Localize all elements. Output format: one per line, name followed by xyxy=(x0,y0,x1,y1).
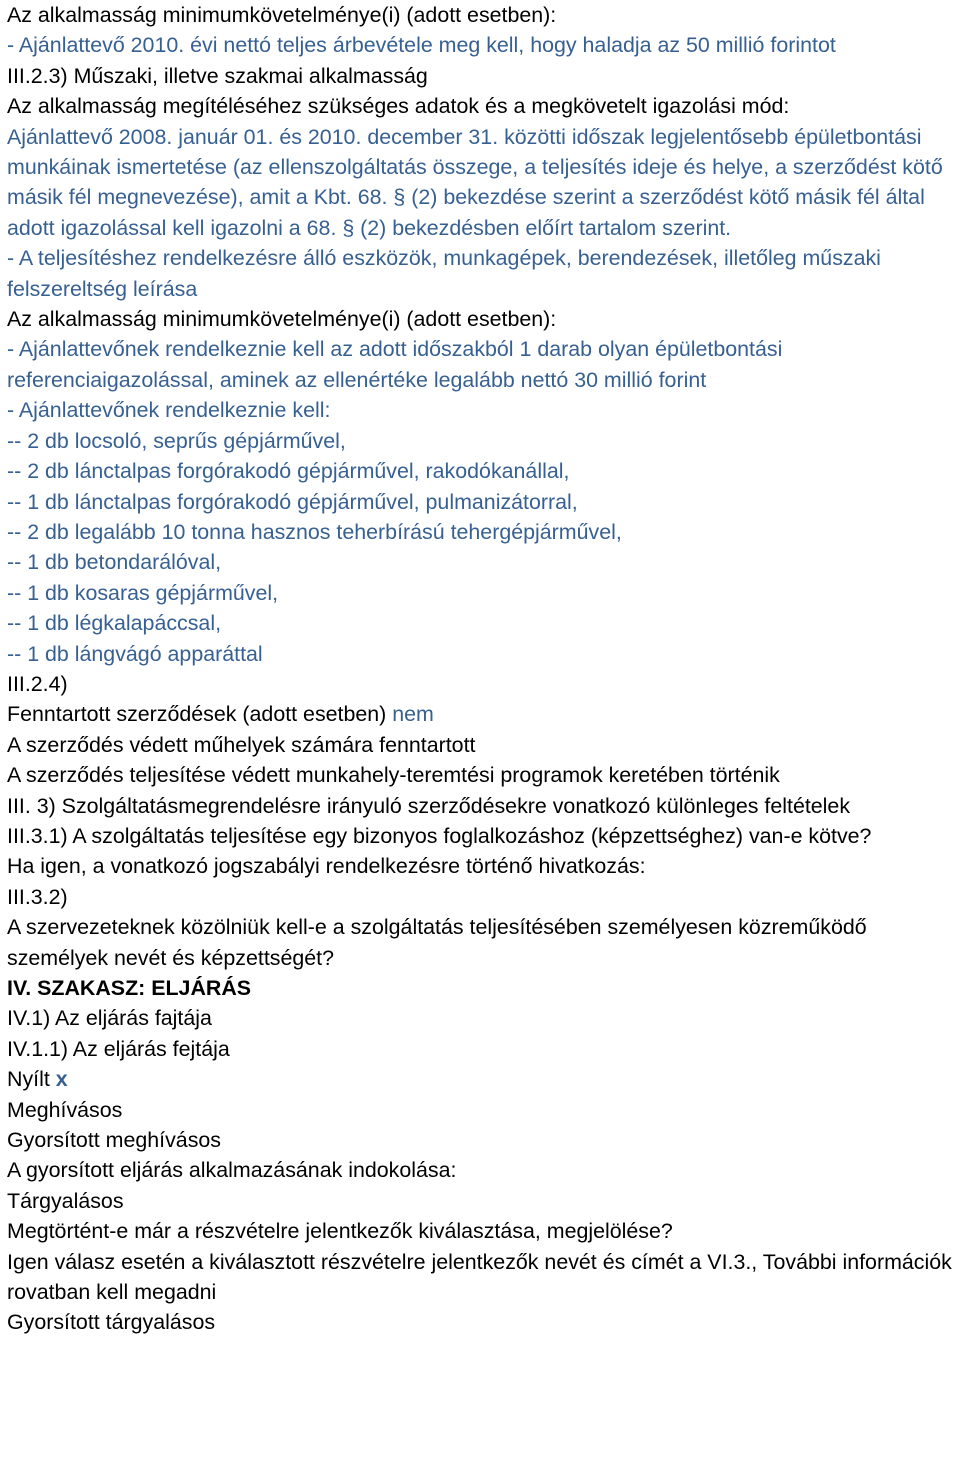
line-label: III.2.4) xyxy=(7,671,68,696)
line-value: - Ajánlattevőnek rendelkeznie kell: xyxy=(7,398,331,423)
line-label: Igen válasz esetén a kiválasztott részvételre jelentkezők nevét és címét a VI.3., További információk rovatban kell megadni xyxy=(7,1249,952,1305)
text-line xyxy=(7,1125,958,1155)
text-line xyxy=(7,426,958,456)
text-line xyxy=(7,517,958,547)
text-line xyxy=(7,669,958,699)
text-line xyxy=(7,730,958,760)
line-label: Nyílt xyxy=(7,1067,56,1092)
line-label: III.2.3) Műszaki, illetve szakmai alkalmasság xyxy=(7,63,428,88)
text-line xyxy=(7,882,958,912)
line-label: Az alkalmasság minimumkövetelménye(i) (adott esetben): xyxy=(7,307,557,332)
text-line xyxy=(7,1186,958,1216)
text-line xyxy=(7,30,958,60)
line-value: -- 1 db kosaras gépjárművel, xyxy=(7,580,279,605)
text-line xyxy=(7,821,958,851)
line-label: Az alkalmasság megítéléséhez szükséges adatok és a megkövetelt igazolási mód: xyxy=(7,94,790,119)
text-line xyxy=(7,1247,958,1308)
line-label: Meghívásos xyxy=(7,1097,123,1122)
line-value: -- 2 db locsoló, seprűs gépjárművel, xyxy=(7,428,346,453)
text-line xyxy=(7,487,958,517)
line-label: Gyorsított tárgyalásos xyxy=(7,1310,216,1335)
line-label: Gyorsított meghívásos xyxy=(7,1128,221,1153)
line-label: III. 3) Szolgáltatásmegrendelésre irányuló szerződésekre vonatkozó különleges feltételek xyxy=(7,793,851,818)
line-value: - Ajánlattevőnek rendelkeznie kell az adott időszakból 1 darab olyan épületbontási referenciaigazolással, aminek az ellenértéke legalább nettó 30 millió forint xyxy=(7,337,783,392)
text-line xyxy=(7,91,958,121)
line-value: nem xyxy=(392,702,434,727)
line-value: Ajánlattevő 2008. január 01. és 2010. december 31. közötti időszak legjelentősebb épületbontási munkáinak ismertetése (az ellenszolgáltatás összege, a teljesítés ideje és helye, a szerződést kötő másik fél megnevezése), amit a Kbt. 68. § (2) bekezdése szerint a szerződést kötő másik fél által adott igazolással kell igazolni a 68. § (2) bekezdésben előírt tartalom szerint. xyxy=(7,124,943,240)
line-value: - Ajánlattevő 2010. évi nettó teljes árbevétele meg kell, hogy haladja az 50 millió forintot xyxy=(7,33,836,58)
text-line xyxy=(7,1307,958,1337)
line-label: A szerződés teljesítése védett munkahely-teremtési programok keretében történik xyxy=(7,763,780,788)
text-line xyxy=(7,699,958,729)
line-label: IV. SZAKASZ: ELJÁRÁS xyxy=(7,976,252,1000)
text-line xyxy=(7,912,958,973)
line-value: -- 2 db legalább 10 tonna hasznos teherbírású tehergépjárművel, xyxy=(7,519,622,544)
line-value: - A teljesítéshez rendelkezésre álló eszközök, munkagépek, berendezések, illetőleg műszaki felszereltség leírása xyxy=(7,246,881,301)
text-line xyxy=(7,1034,958,1064)
text-line xyxy=(7,61,958,91)
text-line xyxy=(7,1003,958,1033)
line-label: Megtörtént-e már a részvételre jelentkezők kiválasztása, megjelölése? xyxy=(7,1219,673,1244)
line-label: III.3.2) xyxy=(7,884,68,909)
text-line xyxy=(7,851,958,881)
line-label: IV.1.1) Az eljárás fejtája xyxy=(7,1036,230,1061)
text-line xyxy=(7,1064,958,1094)
text-line xyxy=(7,608,958,638)
line-value: -- 2 db lánctalpas forgórakodó gépjárművel, rakodókanállal, xyxy=(7,459,570,484)
text-line xyxy=(7,639,958,669)
line-value: -- 1 db lángvágó apparáttal xyxy=(7,641,263,666)
text-line xyxy=(7,334,958,395)
line-value: x xyxy=(55,1067,68,1092)
line-value: -- 1 db lánctalpas forgórakodó gépjárművel, pulmanizátorral, xyxy=(7,489,578,514)
line-label: Ha igen, a vonatkozó jogszabályi rendelkezésre történő hivatkozás: xyxy=(7,854,646,879)
text-line xyxy=(7,547,958,577)
text-line xyxy=(7,395,958,425)
text-line xyxy=(7,122,958,244)
text-line xyxy=(7,1095,958,1125)
text-line xyxy=(7,0,958,30)
line-label: Tárgyalásos xyxy=(7,1188,124,1213)
line-label: III.3.1) A szolgáltatás teljesítése egy bizonyos foglalkozáshoz (képzettséghez) van-e kötve? xyxy=(7,823,872,848)
text-line xyxy=(7,578,958,608)
line-label: Az alkalmasság minimumkövetelménye(i) (adott esetben): xyxy=(7,3,557,27)
line-label: A gyorsított eljárás alkalmazásának indokolása: xyxy=(7,1158,457,1183)
line-value: -- 1 db légkalapáccsal, xyxy=(7,611,222,636)
line-label: A szerződés védett műhelyek számára fenntartott xyxy=(7,732,476,757)
line-label: Fenntartott szerződések (adott esetben) xyxy=(7,702,393,727)
text-line xyxy=(7,1216,958,1246)
text-line xyxy=(7,973,958,1003)
text-line xyxy=(7,304,958,334)
line-label: A szervezeteknek közölniük kell-e a szolgáltatás teljesítésében személyesen közreműködő személyek nevét és képzettségét? xyxy=(7,915,867,970)
line-label: IV.1) Az eljárás fajtája xyxy=(7,1006,212,1031)
text-line xyxy=(7,791,958,821)
text-line xyxy=(7,760,958,790)
text-line xyxy=(7,243,958,304)
line-value: -- 1 db betondarálóval, xyxy=(7,550,222,575)
text-line xyxy=(7,1155,958,1185)
text-line xyxy=(7,456,958,486)
